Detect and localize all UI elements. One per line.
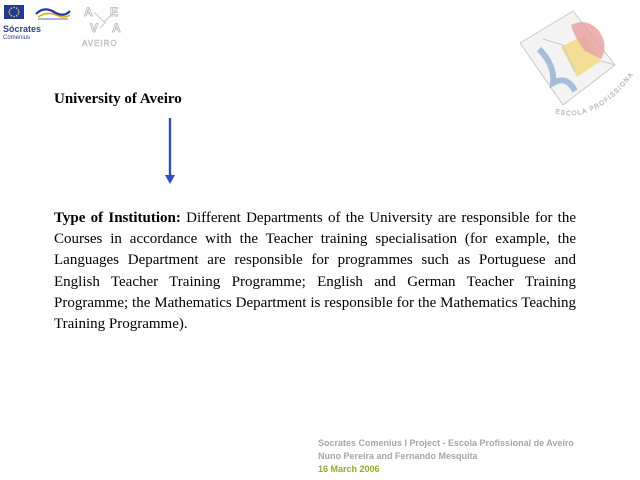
svg-text:V: V bbox=[90, 21, 99, 35]
comenius-logo-label: Comenius bbox=[3, 35, 31, 41]
eu-flag-icon bbox=[4, 5, 24, 19]
type-of-institution-label: Type of Institution: bbox=[54, 210, 181, 226]
arrow-down-icon bbox=[160, 118, 180, 188]
institution-description bbox=[54, 208, 576, 335]
svg-text:AVEIRO: AVEIRO bbox=[82, 39, 118, 48]
aveiro-logo bbox=[80, 2, 128, 48]
svg-text:A: A bbox=[112, 21, 121, 35]
footer-authors-line: Nuno Pereira and Fernando Mesquita bbox=[318, 451, 478, 461]
type-of-institution-text: Different Departments of the University are responsible for the Courses in accordance with the Teacher training specialisation (for example, the Languages Department are responsible for programmes such as Portuguese and English Teacher Training Programme; English and German Teacher Training Programme; the Mathematics Department is responsible for the Mathematics Teaching Training Programme). bbox=[54, 210, 577, 333]
school-logo bbox=[515, 5, 637, 133]
footer-date: 16 March 2006 bbox=[318, 464, 380, 474]
programme-logo-icon bbox=[34, 5, 72, 21]
footer-project-line: Socrates Comenius I Project - Escola Profissional de Aveiro bbox=[318, 438, 574, 448]
socrates-logo-label: Sócrates bbox=[3, 24, 42, 34]
svg-text:ESCOLA PROFISSIONAL DE AVEIRO: ESCOLA PROFISSIONA bbox=[554, 70, 636, 118]
page-title: University of Aveiro bbox=[54, 91, 182, 107]
svg-text:A: A bbox=[84, 5, 93, 19]
svg-text:E: E bbox=[110, 5, 119, 19]
footer bbox=[318, 437, 574, 476]
